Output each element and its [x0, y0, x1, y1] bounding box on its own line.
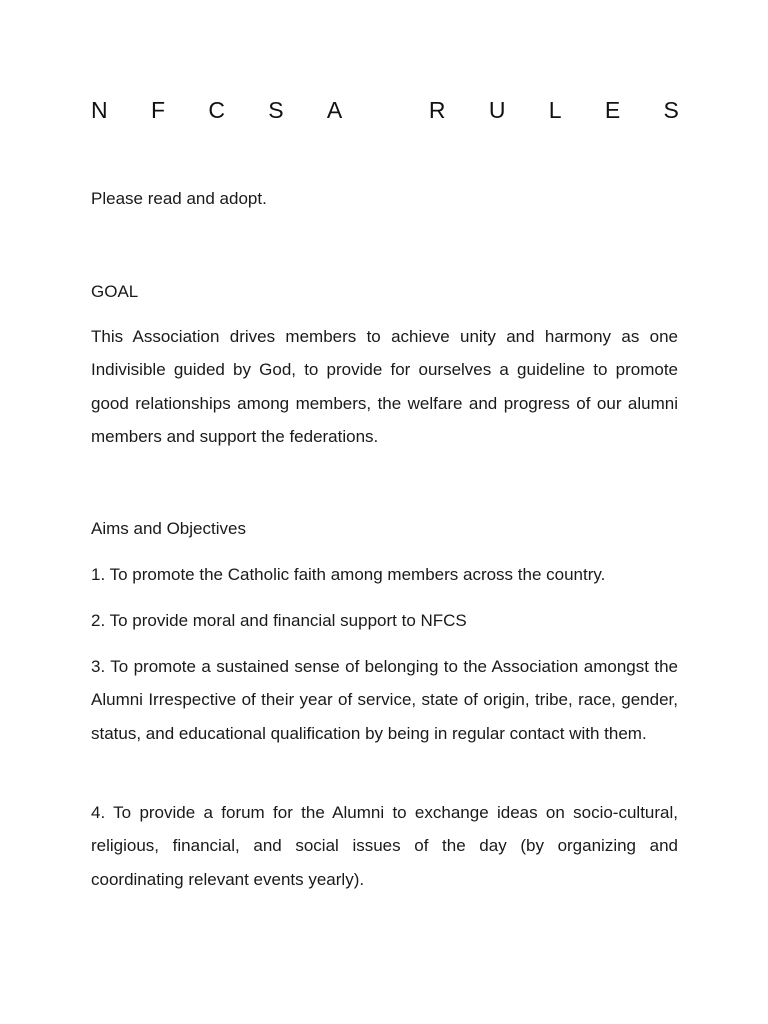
title-letter: U [488, 97, 506, 123]
title-letter: A [326, 97, 343, 123]
title-letter: L [548, 97, 562, 123]
title-letter: R [428, 97, 446, 123]
aim-item-4: 4. To provide a forum for the Alumni to exchange ideas on socio-cultural, religious, financial, and social issues of the day (by organizing and coordinating relevant events yearly). [91, 803, 678, 889]
goal-heading: GOAL [91, 282, 139, 301]
aims-heading: Aims and Objectives [91, 519, 246, 538]
title-letter: N [91, 97, 108, 123]
goal-paragraph: This Association drives members to achieve unity and harmony as one Indivisible guided by God, to provide for ourselves a guideline to promote good relationships among members, the welfare and progress of our alumni members and support the federations. [91, 327, 678, 446]
title-letter: E [604, 97, 621, 123]
title-letter: S [268, 97, 284, 123]
title-letter: S [663, 97, 679, 123]
aim-item-2: 2. To provide moral and financial support to NFCS [91, 611, 467, 630]
aim-item-3: 3. To promote a sustained sense of belonging to the Association amongst the Alumni Irrespective of their year of service, state of origin, tribe, race, gender, status, and educational qualification by being in regular contact with them. [91, 657, 678, 743]
page-title [91, 94, 679, 126]
intro-text: Please read and adopt. [91, 189, 267, 208]
title-letter: C [208, 97, 225, 123]
title-letter: F [150, 97, 165, 123]
aim-item-1: 1. To promote the Catholic faith among members across the country. [91, 565, 606, 584]
